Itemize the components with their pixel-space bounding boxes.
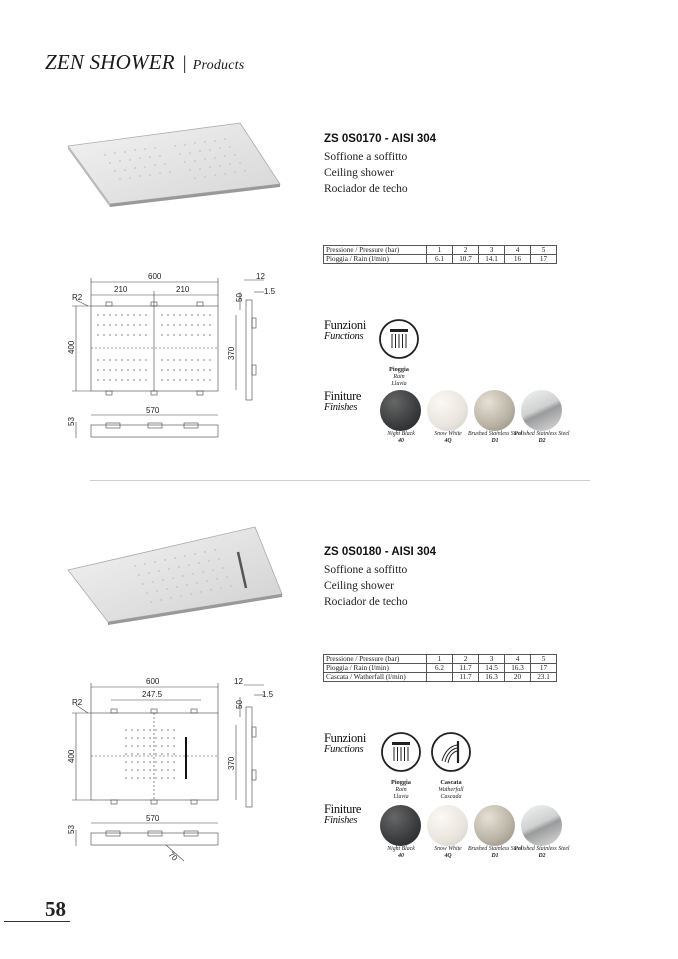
finish-swatch xyxy=(427,805,468,846)
dim-side-height: 370 xyxy=(227,346,236,360)
waterfall-icon xyxy=(430,731,472,773)
product-code: ZS 0S0180 - AISI 304 xyxy=(324,546,437,558)
finish-caption: Night Black 40 xyxy=(387,846,415,859)
function-caption xyxy=(378,366,420,388)
function-es: Cascada xyxy=(440,794,462,800)
table-cell: 6.1 xyxy=(427,255,453,264)
table-cell: 11.7 xyxy=(453,664,479,673)
rain-icon xyxy=(378,318,420,360)
dim-bottom-height: 53 xyxy=(67,825,76,834)
finish-swatch xyxy=(474,390,515,431)
dim-side-50: 50 xyxy=(235,293,244,302)
finish-swatch xyxy=(474,805,515,846)
function-name: Pioggia xyxy=(389,366,409,373)
table-cell: 4 xyxy=(505,246,531,255)
brand-header xyxy=(45,50,244,75)
function-en: Rain xyxy=(395,787,407,793)
dim-radius: R2 xyxy=(72,698,83,707)
finish-polished-steel xyxy=(512,390,572,445)
rain-icon xyxy=(380,731,422,773)
technical-drawing-2 xyxy=(66,675,291,865)
function-item-waterfall xyxy=(430,731,472,801)
table-row-label: Pioggia / Rain (l/min) xyxy=(324,255,427,264)
table-header-row xyxy=(324,655,557,664)
finish-swatch xyxy=(521,390,562,431)
dim-height: 400 xyxy=(67,340,76,354)
dim-bottom-height: 53 xyxy=(67,417,76,426)
function-en: Watherfall xyxy=(438,787,464,793)
table-header-label: Pressione / Pressure (bar) xyxy=(324,246,427,255)
table-header-label: Pressione / Pressure (bar) xyxy=(324,655,427,664)
function-en: Rain xyxy=(393,374,405,380)
table-row xyxy=(324,673,557,682)
functions-title: Funzioni xyxy=(324,731,367,745)
table-row-label: Cascata / Watherfall (l/min) xyxy=(324,673,427,682)
product-name-en: Ceiling shower xyxy=(324,167,394,179)
product-names xyxy=(324,562,408,610)
table-cell: 2 xyxy=(453,655,479,664)
table-cell: 14.5 xyxy=(479,664,505,673)
finish-caption: Brushed Stainless Steel D1 xyxy=(467,846,523,859)
table-cell: 11.7 xyxy=(453,673,479,682)
finishes-heading xyxy=(324,389,361,413)
table-row xyxy=(324,664,557,673)
finish-caption: Snow White 4Q xyxy=(434,431,462,444)
dim-bottom-length: 570 xyxy=(146,814,160,823)
table-cell xyxy=(427,673,453,682)
table-cell: 5 xyxy=(531,246,557,255)
table-cell: 4 xyxy=(505,655,531,664)
product-name-it: Soffione a soffitto xyxy=(324,151,408,163)
page-number: 58 xyxy=(45,897,66,921)
pressure-table xyxy=(323,654,557,682)
dim-side-depth: 12 xyxy=(234,677,243,686)
table-cell: 17 xyxy=(531,255,557,264)
section-title: Products xyxy=(192,58,245,73)
dim-spacing-right: 210 xyxy=(176,285,190,294)
functions-subtitle: Functions xyxy=(324,744,364,755)
table-cell: 1 xyxy=(427,246,453,255)
dim-side-offset: 1.5 xyxy=(262,690,274,699)
table-cell: 14.1 xyxy=(479,255,505,264)
product-image-shower-2 xyxy=(60,522,285,630)
dim-side-depth: 12 xyxy=(256,272,265,281)
table-cell: 1 xyxy=(427,655,453,664)
function-caption xyxy=(430,779,472,801)
functions-heading xyxy=(324,731,366,755)
finishes-heading xyxy=(324,802,361,826)
finishes-subtitle: Finishes xyxy=(324,815,358,826)
functions-title: Funzioni xyxy=(324,318,367,332)
table-cell: 2 xyxy=(453,246,479,255)
table-cell: 10.7 xyxy=(453,255,479,264)
finish-swatch xyxy=(427,390,468,431)
table-cell: 6.2 xyxy=(427,664,453,673)
finish-caption: Polished Stainless Steel D2 xyxy=(514,846,570,859)
finish-swatch xyxy=(521,805,562,846)
dim-height: 400 xyxy=(67,749,76,763)
product-name-it: Soffione a soffitto xyxy=(324,564,408,576)
technical-drawing-1 xyxy=(66,270,291,445)
function-item-rain xyxy=(378,318,420,388)
dim-side-50: 50 xyxy=(235,700,244,709)
dim-spacing: 247.5 xyxy=(142,690,163,699)
functions-heading xyxy=(324,318,366,342)
dim-radius: R2 xyxy=(72,293,83,302)
finish-caption: Polished Stainless Steel D2 xyxy=(514,431,570,444)
dim-width: 600 xyxy=(148,272,162,281)
dim-side-offset: 1.5 xyxy=(264,287,276,296)
finishes-title: Finiture xyxy=(324,802,362,816)
dim-bottom-length: 570 xyxy=(146,406,160,415)
finish-caption: Night Black 40 xyxy=(387,431,415,444)
product-name-en: Ceiling shower xyxy=(324,580,394,592)
table-cell: 5 xyxy=(531,655,557,664)
section-divider xyxy=(90,480,590,481)
dim-width: 600 xyxy=(146,677,160,686)
table-cell: 16.3 xyxy=(505,664,531,673)
table-row xyxy=(324,255,557,264)
function-item-rain xyxy=(380,731,422,801)
functions-subtitle: Functions xyxy=(324,331,364,342)
table-cell: 20 xyxy=(505,673,531,682)
product-names xyxy=(324,149,408,197)
pressure-table xyxy=(323,245,557,264)
table-header-row xyxy=(324,246,557,255)
function-es: Lluvia xyxy=(391,381,407,387)
table-cell: 16.3 xyxy=(479,673,505,682)
product-image-shower-1 xyxy=(65,120,285,210)
page-number-rule xyxy=(4,921,70,922)
function-name: Pioggia xyxy=(391,779,411,786)
table-cell: 17 xyxy=(531,664,557,673)
finish-caption: Brushed Stainless Steel D1 xyxy=(467,431,523,444)
finish-swatch xyxy=(380,805,421,846)
table-cell: 3 xyxy=(479,246,505,255)
finishes-subtitle: Finishes xyxy=(324,402,358,413)
brand-name: ZEN SHOWER xyxy=(45,50,175,74)
brand-separator: | xyxy=(182,53,187,74)
finish-polished-steel xyxy=(512,805,572,860)
finish-caption: Snow White 4Q xyxy=(434,846,462,859)
function-name: Cascata xyxy=(440,779,462,786)
product-code: ZS 0S0170 - AISI 304 xyxy=(324,133,437,145)
finish-swatch xyxy=(380,390,421,431)
table-cell: 23.1 xyxy=(531,673,557,682)
product-name-es: Rociador de techo xyxy=(324,183,408,195)
function-es: Lluvia xyxy=(393,794,409,800)
table-cell: 16 xyxy=(505,255,531,264)
function-caption xyxy=(380,779,422,801)
table-row-label: Pioggia / Rain (l/min) xyxy=(324,664,427,673)
dim-side-height: 370 xyxy=(227,756,236,770)
dim-spacing-left: 210 xyxy=(114,285,128,294)
finishes-title: Finiture xyxy=(324,389,362,403)
table-cell: 3 xyxy=(479,655,505,664)
product-name-es: Rociador de techo xyxy=(324,596,408,608)
dim-angle: 70 xyxy=(166,850,180,863)
